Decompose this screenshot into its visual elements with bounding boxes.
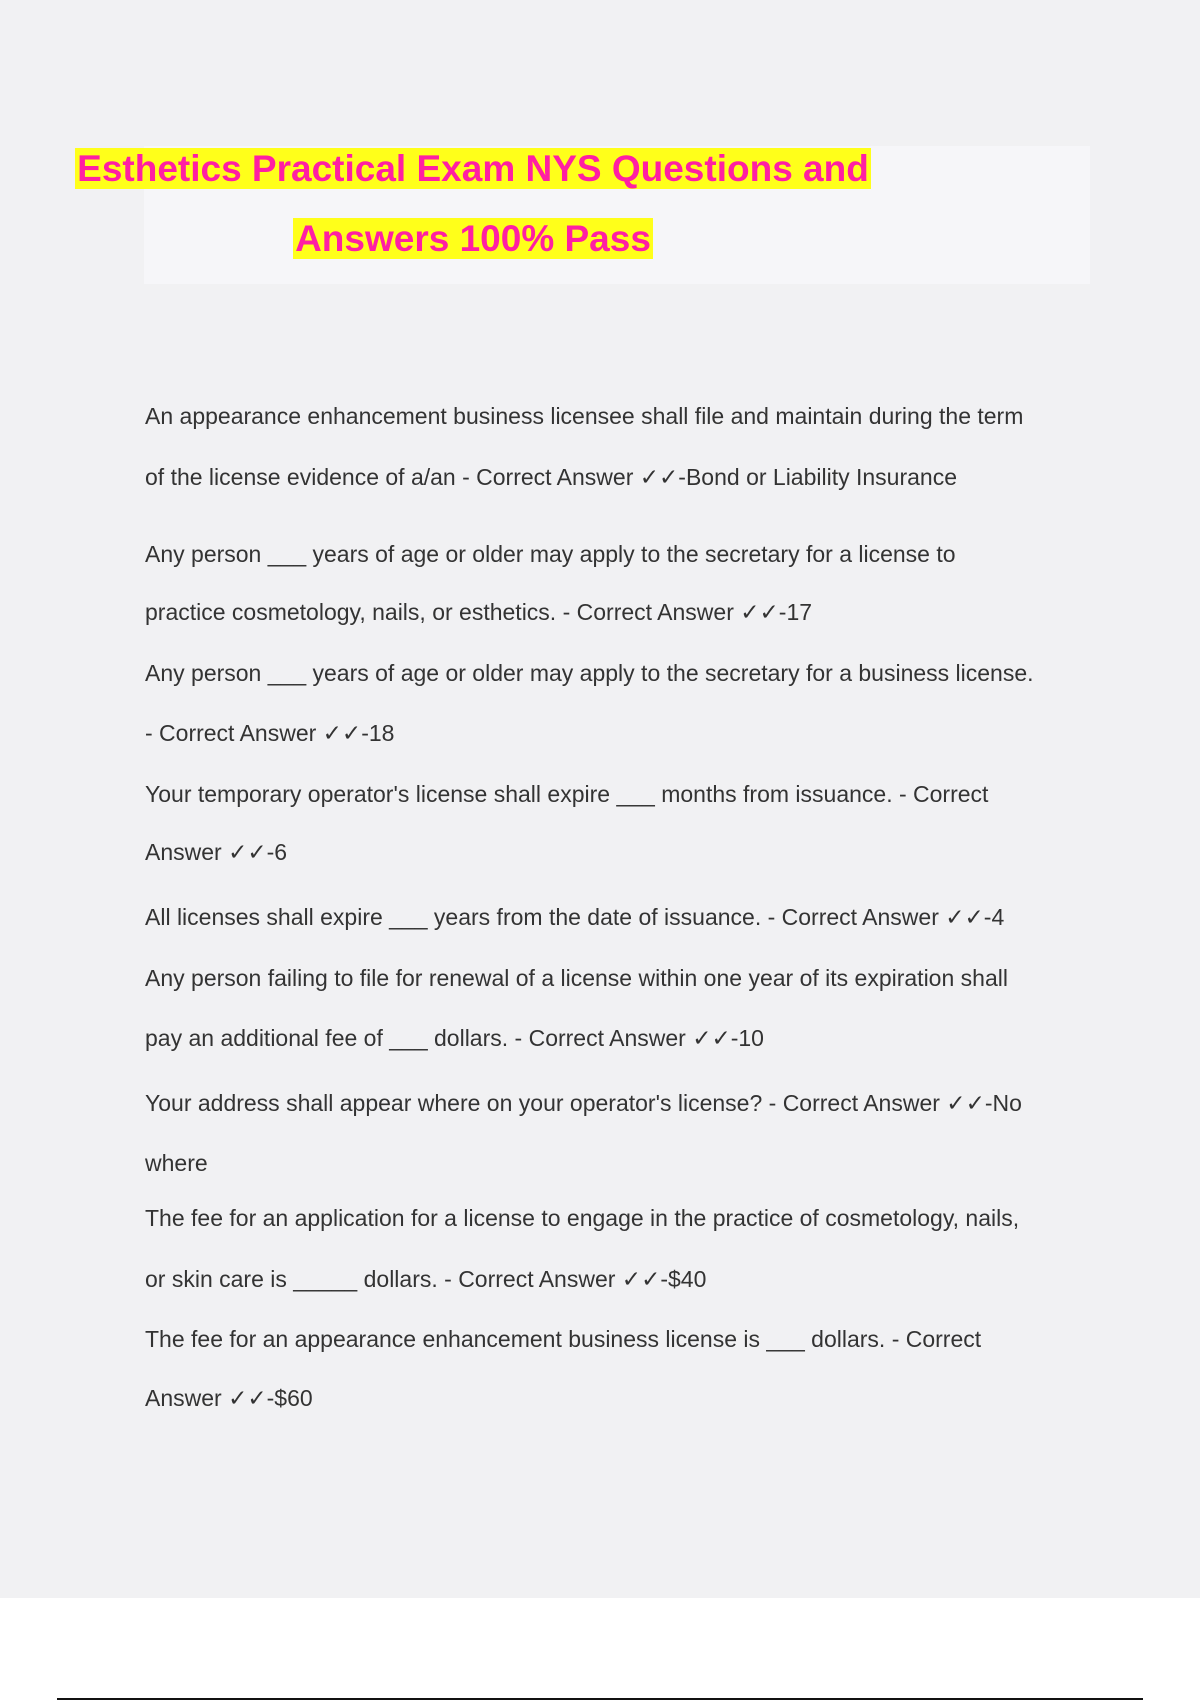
qa-line: Your temporary operator's license shall expire ___ months from issuance. - Correct (145, 781, 989, 807)
qa-line: - Correct Answer ✓✓-18 (145, 720, 395, 746)
qa-line: practice cosmetology, nails, or esthetics. - Correct Answer ✓✓-17 (145, 599, 813, 625)
qa-line: pay an additional fee of ___ dollars. - Correct Answer ✓✓-10 (145, 1025, 764, 1051)
qa-line: Any person ___ years of age or older may apply to the secretary for a business license. (145, 660, 1034, 686)
qa-line: The fee for an appearance enhancement business license is ___ dollars. - Correct (145, 1326, 982, 1352)
document-title-line-2 (0, 216, 946, 262)
qa-line: where (145, 1150, 208, 1176)
qa-line: All licenses shall expire ___ years from the date of issuance. - Correct Answer ✓✓-4 (145, 904, 1005, 930)
qa-line: Answer ✓✓-6 (145, 839, 288, 865)
qa-line: or skin care is _____ dollars. - Correct Answer ✓✓-$40 (145, 1266, 707, 1292)
qa-line: Any person ___ years of age or older may apply to the secretary for a license to (145, 541, 956, 567)
qa-line: An appearance enhancement business licensee shall file and maintain during the term (145, 403, 1024, 429)
qa-line: Your address shall appear where on your operator's license? - Correct Answer ✓✓-No (145, 1090, 1022, 1116)
title-highlight-2: Answers 100% Pass (295, 218, 651, 259)
qa-line: Any person failing to file for renewal of a license within one year of its expiration shall (145, 965, 1008, 991)
title-highlight-1: Esthetics Practical Exam NYS Questions and (77, 148, 869, 189)
qa-line: Answer ✓✓-$60 (145, 1385, 313, 1411)
qa-line: of the license evidence of a/an - Correct Answer ✓✓-Bond or Liability Insurance (145, 464, 958, 490)
qa-line: The fee for an application for a license to engage in the practice of cosmetology, nails, (145, 1205, 1020, 1231)
document-title-line-1 (0, 146, 946, 192)
